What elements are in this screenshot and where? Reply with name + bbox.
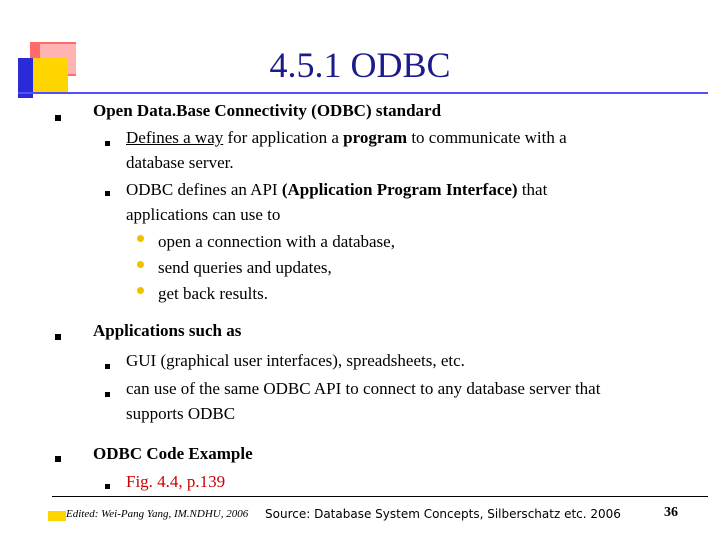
- sub-sub-bullet-marker: [137, 235, 144, 242]
- text-fragment: that: [517, 180, 548, 199]
- sub-bullet-marker: [105, 392, 110, 397]
- text-fragment: program: [343, 128, 408, 147]
- sub-bullet-marker: [105, 484, 110, 489]
- sub-sub-bullet-marker: [137, 287, 144, 294]
- sub-bullet-marker: [105, 191, 110, 196]
- sub-bullet-api: [126, 177, 547, 202]
- footer-rule: [52, 496, 708, 497]
- bullet-marker: [55, 334, 61, 340]
- title-rule: [18, 92, 708, 94]
- page-number: 36: [664, 505, 678, 520]
- sub-sub-bullet-open: open a connection with a database,: [158, 232, 395, 251]
- sub-sub-bullet-results: get back results.: [158, 284, 268, 303]
- bullet-marker: [55, 115, 61, 121]
- slide-title: 4.5.1 ODBC: [269, 45, 451, 85]
- sub-sub-bullet-marker: [137, 261, 144, 268]
- sub-bullet-defines-way-line2: database server.: [126, 153, 234, 172]
- footer-edited: Edited: Wei-Pang Yang, IM.NDHU, 2006: [66, 508, 249, 520]
- text-fragment: to communicate with a: [407, 128, 567, 147]
- sub-bullet-marker: [105, 141, 110, 146]
- footer-source: Source: Database System Concepts, Silberschatz etc. 2006: [265, 507, 621, 521]
- text-fragment: (Application Program Interface): [281, 180, 518, 199]
- bullet-code-example: ODBC Code Example: [93, 444, 253, 463]
- bullet-marker: [55, 456, 61, 462]
- sub-bullet-same-api-line2: supports ODBC: [126, 404, 236, 423]
- bullet-odbc-standard: Open Data.Base Connectivity (ODBC) standard: [93, 101, 442, 120]
- sub-bullet-gui: GUI (graphical user interfaces), spreadsheets, etc.: [126, 351, 465, 370]
- sub-bullet-same-api: can use of the same ODBC API to connect to any database server that: [126, 379, 601, 398]
- text-fragment: Defines a way: [126, 128, 224, 147]
- text-fragment: ODBC defines an API: [126, 180, 282, 199]
- sub-sub-bullet-send: send queries and updates,: [158, 258, 332, 277]
- link-fig-4-4[interactable]: Fig. 4.4, p.139: [126, 472, 226, 491]
- bullet-applications: Applications such as: [93, 321, 242, 340]
- text-fragment: for application a: [223, 128, 344, 147]
- sub-bullet-api-line2: applications can use to: [126, 205, 281, 224]
- footer-yellow-box: [48, 511, 66, 521]
- sub-bullet-defines-way: [126, 125, 567, 150]
- sub-bullet-marker: [105, 364, 110, 369]
